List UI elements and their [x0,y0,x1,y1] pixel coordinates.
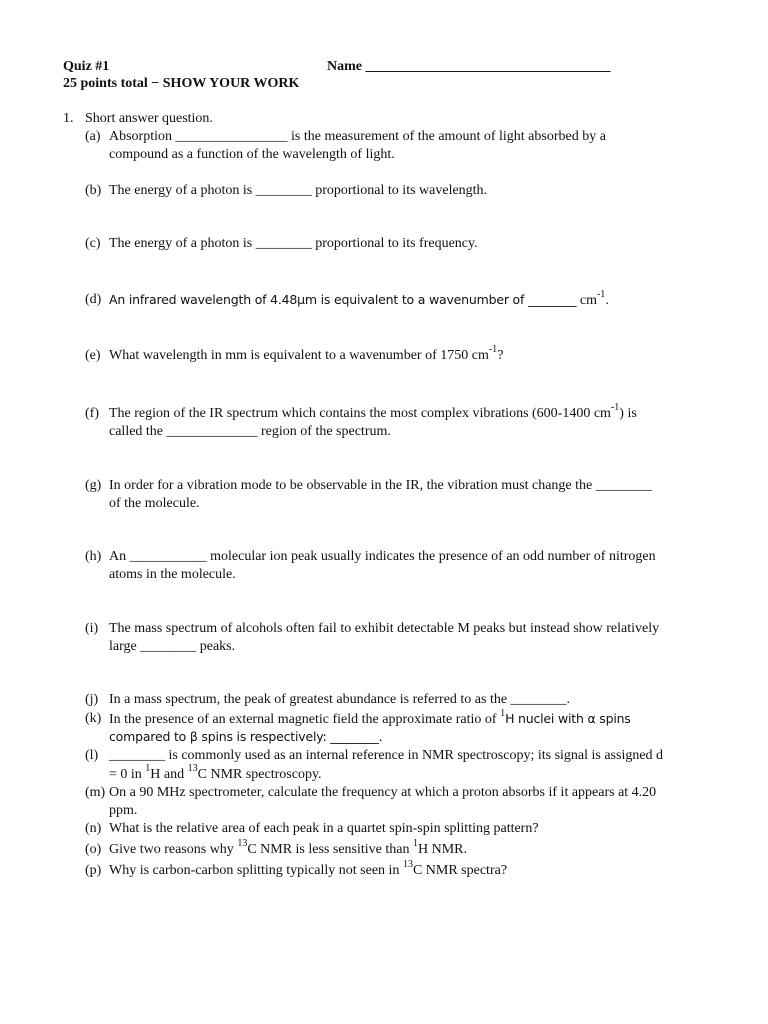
item-i-line1: The mass spectrum of alcohols often fail to exhibit detectable M peaks but instead show relatively [109,621,660,636]
item-k-line1b: H nuclei with α spins [505,711,631,726]
item-i-line2: large ________ peaks. [109,639,236,654]
show-work-text: − SHOW YOUR WORK [147,76,300,91]
item-g-label: (g) [85,478,102,493]
item-i-label: (i) [85,621,99,636]
item-d-unit: cm [576,293,597,308]
points-line [63,75,299,93]
item-f-line1b: ) is [619,406,637,421]
item-k-line1a: In the presence of an external magnetic field the approximate ratio of [109,712,501,727]
item-b-label: (b) [85,183,102,198]
item-n-label: (n) [85,821,102,836]
item-a-label: (a) [85,129,101,144]
item-a-line2: compound as a function of the wavelength of light. [109,147,395,162]
item-j-text: In a mass spectrum, the peak of greatest abundance is referred to as the ________. [109,692,571,707]
item-g-line1: In order for a vibration mode to be observable in the IR, the vibration must change the ________ [109,478,652,493]
item-f-line2: called the _____________ region of the spectrum. [109,424,391,439]
item-p-label: (p) [85,863,102,878]
item-c-label: (c) [85,236,101,251]
item-f-line1 [109,402,637,423]
item-p-text2: C NMR spectra? [412,863,508,878]
item-h-line1: An ___________ molecular ion peak usually indicates the presence of an odd number of nitrogen [109,549,656,564]
item-l-line2a: = 0 in [109,767,146,782]
item-k-line2: compared to β spins is respectively: ________. [109,729,383,744]
item-k-label: (k) [85,711,102,726]
item-g-line2: of the molecule. [109,496,200,511]
item-d-end: . [605,293,609,308]
item-o-text [109,838,467,859]
item-l-sup1: 1 [145,763,151,775]
item-d-label: (d) [85,292,102,307]
item-b-text: The energy of a photon is ________ proportional to its wavelength. [109,183,488,198]
item-o-sup2: 1 [412,838,418,850]
item-k-sup: 1 [500,708,506,720]
item-o-sup1: 13 [237,838,248,850]
item-d-sup: -1 [596,289,606,301]
item-f-label: (f) [85,406,99,421]
item-l-line2c: C NMR spectroscopy. [197,767,322,782]
item-e-sup: -1 [488,344,498,356]
item-p-text1: Why is carbon-carbon splitting typically not seen in [109,863,403,878]
item-f-sup: -1 [610,402,620,414]
question-number: 1. [63,111,74,126]
item-c-text: The energy of a photon is ________ proportional to its frequency. [109,236,478,251]
item-d-text1: An infrared wavelength of 4.48μm is equivalent to a wavenumber of ________ [109,292,577,307]
name-field-label: Name ___________________________________ [327,59,611,74]
quiz-title: Quiz #1 [63,59,110,74]
item-e-label: (e) [85,348,101,363]
item-e-text [109,344,504,365]
item-l-line1: ________ is commonly used as an internal reference in NMR spectroscopy; its signal is assigned d [109,748,664,763]
item-m-line2: ppm. [109,803,138,818]
item-l-line2b: H and [150,767,188,782]
question-title: Short answer question. [85,111,213,126]
item-m-line1: On a 90 MHz spectrometer, calculate the frequency at which a proton absorbs if it appears at 4.20 [109,785,657,800]
item-d-text [109,291,609,310]
item-o-label: (o) [85,842,102,857]
points-text: 25 points total [63,76,148,91]
item-o-text3: H NMR. [417,842,467,857]
item-p-text [109,859,508,880]
item-j-label: (j) [85,692,99,707]
item-l-sup2: 13 [187,763,198,775]
item-n-text: What is the relative area of each peak in a quartet spin-spin splitting pattern? [109,821,539,836]
item-f-line1a: The region of the IR spectrum which contains the most complex vibrations (600-1400 cm [109,406,611,421]
item-m-label: (m) [85,785,106,800]
item-e-text1: What wavelength in mm is equivalent to a wavenumber of 1750 cm [109,348,489,363]
item-l-line2 [109,763,322,784]
item-e-end: ? [497,348,504,363]
item-h-label: (h) [85,549,102,564]
item-p-sup: 13 [402,859,413,871]
item-o-text2: C NMR is less sensitive than [247,842,413,857]
item-h-line2: atoms in the molecule. [109,567,236,582]
item-a-line1: Absorption ________________ is the measurement of the amount of light absorbed by a [109,129,606,144]
item-l-label: (l) [85,748,99,763]
item-o-text1: Give two reasons why [109,842,238,857]
item-k-line1 [109,710,631,729]
